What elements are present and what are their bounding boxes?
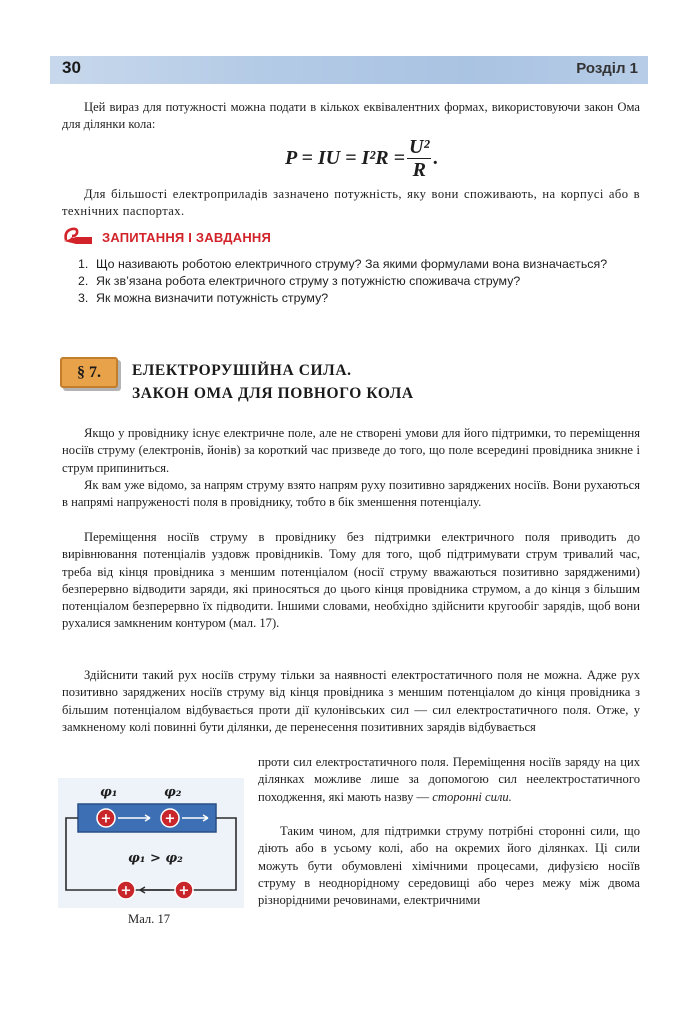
questions-heading [62, 226, 271, 248]
question-number: 2. [78, 274, 89, 288]
charge-icon [97, 809, 115, 827]
section-title-line-1: ЕЛЕКТРОРУШІЙНА СИЛА. [132, 362, 352, 379]
formula-numerator: U² [409, 136, 430, 158]
question-item [78, 256, 638, 273]
body-paragraph-5: Таким чином, для підтримки струму потрібні сторонні сили, що діють або в усьому колі, або на окремих його ділянках. Ці сили можуть бути обумовлені хімічними процесами, дифузією носіїв струму в неоднорідному середовищі або через межу між двома різнорідними речовинами, електричними [258, 824, 640, 908]
phi1-label: φ₁ [100, 785, 118, 800]
question-text: Як можна визначити потужність струму? [96, 291, 329, 305]
svg-text:+: + [100, 811, 112, 827]
intro-paragraph-1: Цей вираз для потужності можна подати в кількох еквівалентних формах, використовуючи закон Ома для ділянки кола: [62, 100, 640, 132]
header-band [50, 56, 648, 84]
formula-fraction [407, 136, 431, 181]
figure-caption: Мал. 17 [128, 912, 171, 926]
questions-list [78, 256, 638, 307]
formula-denominator: R [412, 159, 426, 181]
body-paragraph-4-continued [258, 754, 640, 806]
questions-title: ЗАПИТАННЯ І ЗАВДАННЯ [102, 229, 272, 245]
question-text: Як зв’язана робота електричного струму з потужністю споживача струму? [96, 274, 521, 288]
section-label: Розділ 1 [576, 60, 638, 77]
potential-relation-label: φ₁ > φ₂ [128, 851, 183, 866]
formula-tail: . [433, 147, 439, 169]
power-formula [285, 136, 438, 181]
intro-paragraph-2: Для більшості електроприладів зазначено потужність, яку вони споживають, на корпусі або в технічних паспортах. [62, 187, 640, 219]
body-paragraph-3: Переміщення носіїв струму в провіднику без підтримки електричного поля приводить до вирівнювання потенціалів уздовж провідників. Тому для того, щоб підтримувати струм тривалий час, треба від кінця провідника з меншим потенціалом (носії струму вважаються позитивно зарядженими) безперервно відводити заряди, які приносяться до цього кінця провідника струмом, а до кінця з більшим потенціалом безперервно їх підводити. Іншими словами, необхідно здійснити кругообіг зарядів, щоб вони рухалися замкненим контуром (мал. 17). [62, 530, 640, 631]
question-text: Що називають роботою електричного струму? За якими формулами вона визначається? [96, 257, 608, 271]
question-number: 3. [78, 291, 89, 305]
return-arrow-icon [140, 887, 170, 893]
phi2-label: φ₂ [164, 785, 182, 800]
question-item [78, 273, 638, 290]
svg-text:+: + [120, 883, 132, 899]
body-paragraph-4: Здійснити такий рух носіїв струму тільки за наявності електростатичного поля не можна. Адже рух позитивно заряджених носіїв струму від кінця провідника з меншим потенціалом до кінця провідника з більшим потенціалом відбувається проти дії кулонівських сил — сил електростатичного поля. Отже, у замкненому колі повинні бути ділянки, де перенесення позитивних зарядів відбувається [62, 668, 640, 734]
body-paragraph-2: Як вам уже відомо, за напрям струму взято напрям руху позитивно заряджених носіїв. Вони рухаються в напрямі напруженості поля в провіднику, тобто в бік зменшення потенціалу. [62, 478, 640, 510]
question-pointer-icon [62, 226, 96, 248]
section-title-line-2: ЗАКОН ОМА ДЛЯ ПОВНОГО КОЛА [132, 385, 414, 402]
section-badge: § 7. [60, 357, 118, 388]
svg-text:+: + [178, 883, 190, 899]
section-title [132, 359, 414, 405]
charge-icon [175, 881, 193, 899]
question-item [78, 290, 638, 307]
page-number: 30 [62, 58, 81, 77]
charge-icon [161, 809, 179, 827]
formula-main: P = IU = I²R = [285, 147, 406, 169]
circuit-diagram [58, 778, 244, 908]
paragraph-4-tail: проти сил електростатичного поля. Переміщення носіїв заряду на цих ділянках можливе лише за допомогою сил неелектростатичного походження, які мають назву — [258, 755, 640, 804]
body-paragraph-1: Якщо у провіднику існує електричне поле, але не створені умови для його підтримки, то переміщення носіїв струму (електронів, йонів) за короткий час призведе до того, що поле всередині провідника зникне і струм припиниться. [62, 426, 640, 475]
circuit-figure [58, 778, 244, 908]
term-external-forces: сторонні сили. [432, 789, 512, 804]
question-number: 1. [78, 257, 89, 271]
svg-text:+: + [164, 811, 176, 827]
charge-icon [117, 881, 135, 899]
